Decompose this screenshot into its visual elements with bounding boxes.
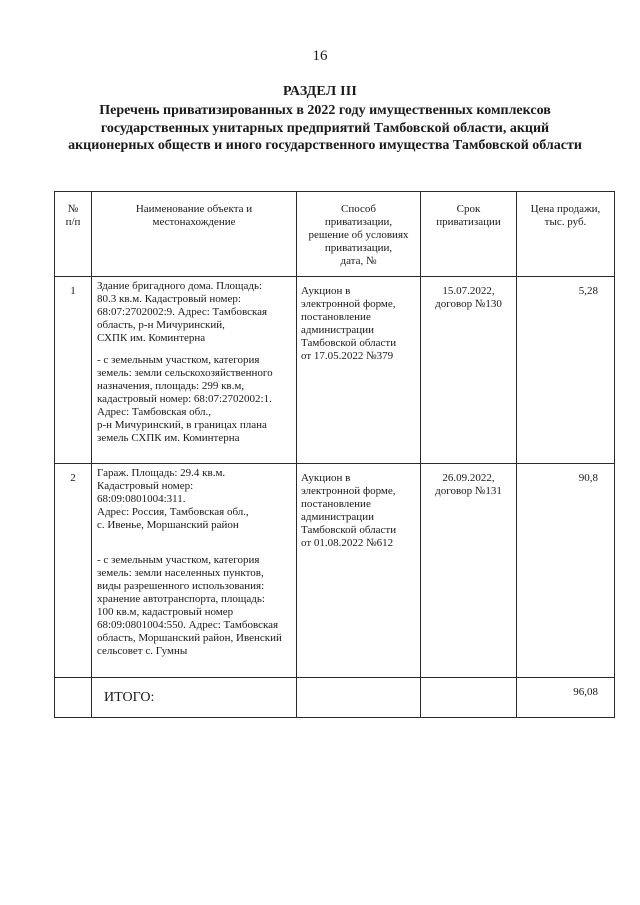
total-term-empty bbox=[421, 677, 517, 717]
header-price: Цена продажи, тыс. руб. bbox=[517, 192, 615, 277]
row-number: 1 bbox=[55, 276, 92, 463]
table-row bbox=[55, 463, 615, 677]
privatization-method: Аукцион в электронной форме, постановление администрации Тамбовской области от 01.08.2022 №612 bbox=[297, 463, 421, 677]
total-num-empty bbox=[55, 677, 92, 717]
sale-price: 90,8 bbox=[517, 463, 615, 677]
object-main: Здание бригадного дома. Площадь: 80.3 кв.м. Кадастровый номер: 68:07:2702002:9. Адрес: Тамбовская область, р-н Мичуринский, СХПК им. Коминтерна bbox=[97, 279, 268, 344]
header-term: Срок приватизации bbox=[421, 192, 517, 277]
document-heading: Перечень приватизированных в 2022 году имущественных комплексов государственных унитарных предприятий Тамбовской области, акций акционерных обществ и иного государственного имущества Тамбовской области bbox=[68, 103, 582, 153]
header-method: Способ приватизации, решение об условиях приватизации, дата, № bbox=[297, 192, 421, 277]
row-number: 2 bbox=[55, 463, 92, 677]
object-land: - с земельным участком, категория земель: земли населенных пунктов, виды разрешенного использования: хранение автотранспорта, площадь: 100 кв.м, кадастровый номер 68:09:0801004:550. Адрес: Тамбовская область, Моршанский район, Ивенский сельсовет с. Гумны bbox=[97, 553, 282, 657]
privatization-method: Аукцион в электронной форме, постановление администрации Тамбовской области от 17.05.2022 №379 bbox=[297, 276, 421, 463]
total-value: 96,08 bbox=[517, 677, 615, 717]
object-description bbox=[92, 463, 297, 677]
sale-price: 5,28 bbox=[517, 276, 615, 463]
header-num: № п/п bbox=[55, 192, 92, 277]
privatization-table bbox=[54, 191, 615, 718]
table-row bbox=[55, 276, 615, 463]
object-description bbox=[92, 276, 297, 463]
total-row bbox=[55, 677, 615, 717]
section-title: РАЗДЕЛ III bbox=[282, 84, 358, 99]
total-label: ИТОГО: bbox=[92, 677, 297, 717]
privatization-term: 26.09.2022, договор №131 bbox=[421, 463, 517, 677]
object-main: Гараж. Площадь: 29.4 кв.м. Кадастровый номер: 68:09:0801004:311. Адрес: Россия, Тамбовская обл., с. Ивенье, Моршанский район bbox=[97, 466, 249, 531]
table-header-row bbox=[55, 192, 615, 277]
privatization-term: 15.07.2022, договор №130 bbox=[421, 276, 517, 463]
page-number: 16 bbox=[312, 48, 328, 64]
header-name: Наименование объекта и местонахождение bbox=[92, 192, 297, 277]
object-land: - с земельным участком, категория земель: земли сельскохозяйственного назначения, площадь: 299 кв.м, кадастровый номер: 68:07:2702002:1. Адрес: Тамбовская обл., р-н Мичуринский, в границах плана земель СХПК им. Коминтерна bbox=[97, 353, 273, 444]
total-method-empty bbox=[297, 677, 421, 717]
